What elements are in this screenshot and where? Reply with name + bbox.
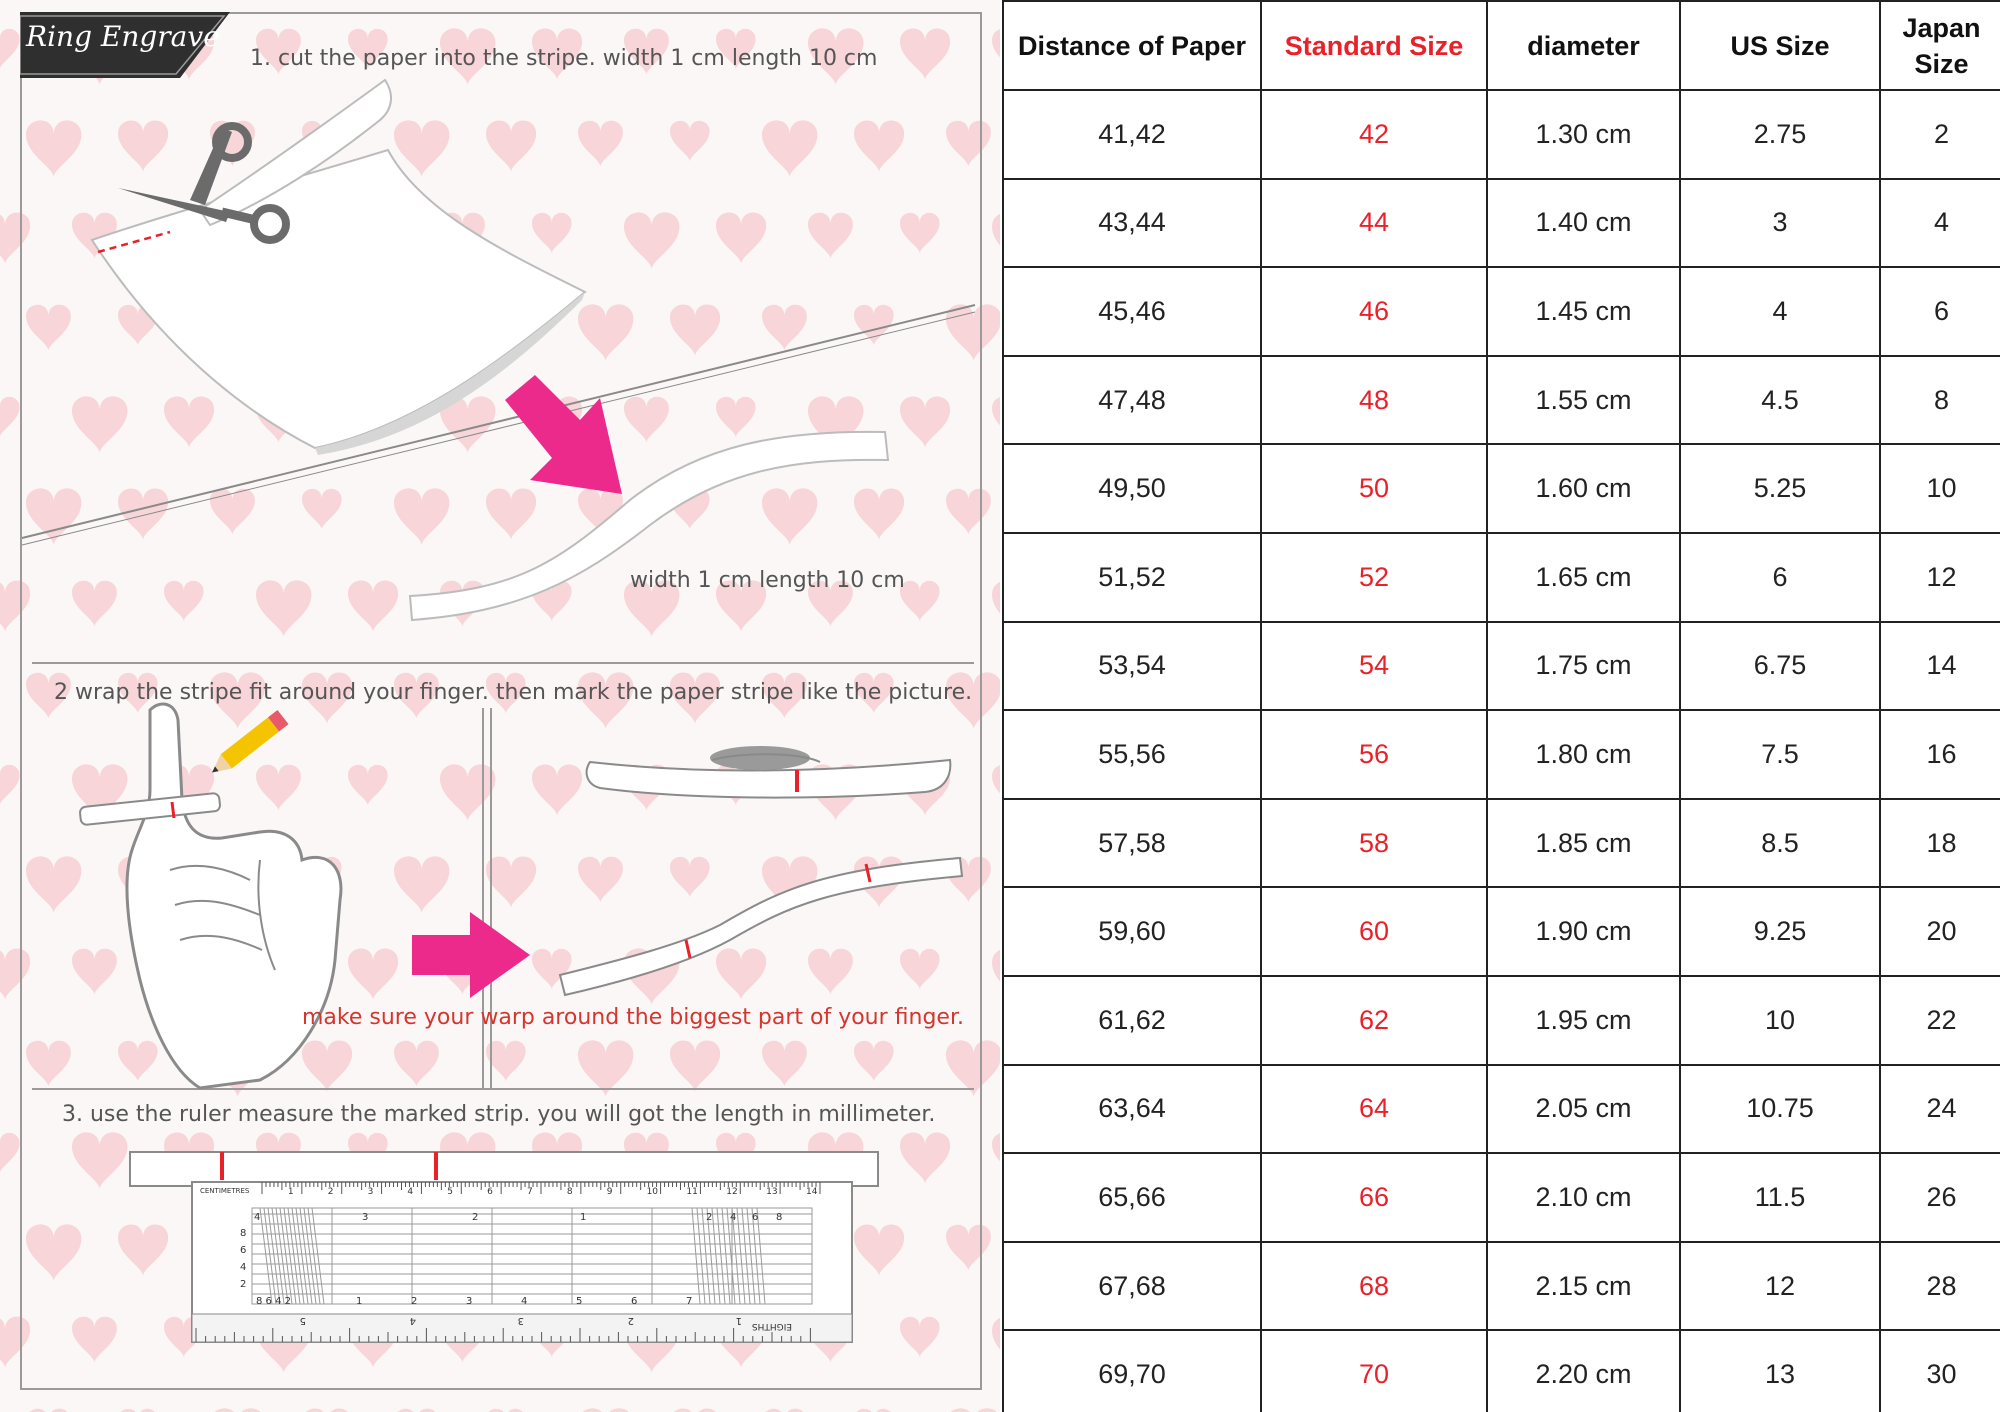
cell-distance: 55,56 <box>1003 710 1261 799</box>
ruler-grid-label: 6 <box>240 1245 247 1256</box>
cell-us: 3 <box>1680 179 1880 268</box>
cell-japan: 28 <box>1880 1242 2000 1331</box>
ruler-grid-label: 6 <box>631 1296 638 1307</box>
header-diameter: diameter <box>1487 1 1680 90</box>
cell-distance: 59,60 <box>1003 887 1261 976</box>
cell-standard: 52 <box>1261 533 1487 622</box>
cell-us: 4 <box>1680 267 1880 356</box>
cell-japan: 10 <box>1880 444 2000 533</box>
ruler-tick-label: 13 <box>766 1187 778 1197</box>
ruler-grid-label: 3 <box>362 1212 369 1223</box>
cell-standard: 42 <box>1261 90 1487 179</box>
cell-us: 8.5 <box>1680 799 1880 888</box>
cell-diameter: 1.45 cm <box>1487 267 1680 356</box>
ruler-inch-label: 2 <box>627 1315 634 1326</box>
cell-us: 6.75 <box>1680 622 1880 711</box>
cell-standard: 58 <box>1261 799 1487 888</box>
cell-standard: 64 <box>1261 1065 1487 1154</box>
ruler-grid-label: 2 <box>472 1212 479 1223</box>
ruler-tick-label: 9 <box>606 1187 613 1197</box>
table-row <box>1003 179 2000 268</box>
cell-distance: 61,62 <box>1003 976 1261 1065</box>
ruler-grid-label: 1 <box>580 1212 587 1223</box>
table-row <box>1003 1330 2000 1412</box>
cell-standard: 46 <box>1261 267 1487 356</box>
cell-standard: 54 <box>1261 622 1487 711</box>
cell-diameter: 1.65 cm <box>1487 533 1680 622</box>
ruler-grid-label: 4 <box>521 1296 528 1307</box>
header-japan-size <box>1880 1 2000 90</box>
ruler-grid-label: 3 <box>466 1296 473 1307</box>
table-row <box>1003 799 2000 888</box>
measured-strip <box>130 1152 878 1186</box>
ruler-inch-label: 1 <box>735 1315 742 1326</box>
cell-us: 5.25 <box>1680 444 1880 533</box>
header-japan-line2: Size <box>1914 48 1969 79</box>
cell-us: 9.25 <box>1680 887 1880 976</box>
table-row <box>1003 533 2000 622</box>
cell-diameter: 1.60 cm <box>1487 444 1680 533</box>
cell-distance: 53,54 <box>1003 622 1261 711</box>
header-us-size: US Size <box>1680 1 1880 90</box>
cell-standard: 66 <box>1261 1153 1487 1242</box>
cell-us: 13 <box>1680 1330 1880 1412</box>
ruler-eighths-label: EIGHTHS <box>751 1321 792 1331</box>
table-row <box>1003 1242 2000 1331</box>
cell-distance: 67,68 <box>1003 1242 1261 1331</box>
cell-japan: 18 <box>1880 799 2000 888</box>
cell-standard: 68 <box>1261 1242 1487 1331</box>
table-row <box>1003 1153 2000 1242</box>
table-row <box>1003 267 2000 356</box>
cell-diameter: 1.30 cm <box>1487 90 1680 179</box>
size-chart <box>1002 0 2000 1412</box>
ruler-tick-label: 2 <box>327 1187 334 1197</box>
cell-diameter: 2.10 cm <box>1487 1153 1680 1242</box>
cell-japan: 20 <box>1880 887 2000 976</box>
cell-us: 2.75 <box>1680 90 1880 179</box>
cell-standard: 70 <box>1261 1330 1487 1412</box>
ruler-grid-label: 8 6 4 2 <box>256 1296 291 1307</box>
step2-warning: make sure your warp around the biggest part of your finger. <box>302 1005 964 1030</box>
header-standard-size: Standard Size <box>1261 1 1487 90</box>
ruler-inch-label: 5 <box>299 1315 306 1326</box>
ruler-tick-label: 4 <box>407 1187 414 1197</box>
cell-standard: 56 <box>1261 710 1487 799</box>
ring-size-table <box>1002 0 2000 1412</box>
ruler-grid-label: 4 <box>254 1212 261 1223</box>
cell-diameter: 1.40 cm <box>1487 179 1680 268</box>
ruler-inch-label: 4 <box>409 1315 416 1326</box>
header-distance: Distance of Paper <box>1003 1 1261 90</box>
cell-japan: 26 <box>1880 1153 2000 1242</box>
cell-distance: 45,46 <box>1003 267 1261 356</box>
cell-distance: 41,42 <box>1003 90 1261 179</box>
cell-diameter: 1.90 cm <box>1487 887 1680 976</box>
cell-distance: 63,64 <box>1003 1065 1261 1154</box>
cell-diameter: 1.80 cm <box>1487 710 1680 799</box>
cell-japan: 8 <box>1880 356 2000 445</box>
ruler-grid-label: 2 <box>411 1296 418 1307</box>
cell-distance: 51,52 <box>1003 533 1261 622</box>
ruler-cm-label: CENTIMETRES <box>200 1187 250 1195</box>
ruler-grid-label: 5 <box>576 1296 583 1307</box>
cell-diameter: 2.15 cm <box>1487 1242 1680 1331</box>
cell-us: 4.5 <box>1680 356 1880 445</box>
table-row <box>1003 90 2000 179</box>
cell-japan: 30 <box>1880 1330 2000 1412</box>
table-row <box>1003 356 2000 445</box>
cell-distance: 65,66 <box>1003 1153 1261 1242</box>
step3-instruction: 3. use the ruler measure the marked strip. you will got the length in millimeter. <box>62 1102 936 1127</box>
ruler-tick-label: 3 <box>367 1187 374 1197</box>
cell-diameter: 2.20 cm <box>1487 1330 1680 1412</box>
cell-standard: 50 <box>1261 444 1487 533</box>
ruler-tick-label: 5 <box>447 1187 454 1197</box>
ruler-tick-label: 8 <box>566 1187 573 1197</box>
cell-distance: 47,48 <box>1003 356 1261 445</box>
table-row <box>1003 444 2000 533</box>
ruler-grid-label: 2 <box>706 1212 713 1223</box>
cell-distance: 43,44 <box>1003 179 1261 268</box>
cell-japan: 24 <box>1880 1065 2000 1154</box>
ruler-grid-label: 4 <box>730 1212 737 1223</box>
ruler-tick-label: 7 <box>527 1187 533 1197</box>
step1-instruction: 1. cut the paper into the stripe. width 1 cm length 10 cm <box>250 46 878 71</box>
ruler-tick-label: 14 <box>806 1187 818 1197</box>
ruler-tick-label: 10 <box>646 1187 659 1197</box>
cell-distance: 49,50 <box>1003 444 1261 533</box>
cell-standard: 48 <box>1261 356 1487 445</box>
ruler-tick-label: 1 <box>287 1187 294 1197</box>
cell-japan: 4 <box>1880 179 2000 268</box>
table-row <box>1003 1065 2000 1154</box>
cell-distance: 69,70 <box>1003 1330 1261 1412</box>
cell-japan: 6 <box>1880 267 2000 356</box>
cell-standard: 44 <box>1261 179 1487 268</box>
step2-instruction: 2 wrap the stripe fit around your finger. then mark the paper stripe like the picture. <box>54 680 973 705</box>
ruler-grid-label: 8 <box>776 1212 783 1223</box>
cell-us: 7.5 <box>1680 710 1880 799</box>
table-row <box>1003 887 2000 976</box>
cell-us: 10.75 <box>1680 1065 1880 1154</box>
logo-text: Ring Engrave <box>26 20 220 53</box>
ruler-grid-label: 8 <box>240 1228 247 1239</box>
cell-diameter: 2.05 cm <box>1487 1065 1680 1154</box>
ruler-inch-label: 3 <box>517 1315 524 1326</box>
cell-japan: 22 <box>1880 976 2000 1065</box>
header-japan-line1: Japan <box>1902 12 1981 43</box>
ruler-tick-label: 6 <box>487 1187 493 1197</box>
cell-us: 12 <box>1680 1242 1880 1331</box>
ruler-grid-label: 7 <box>686 1296 693 1307</box>
ruler-tick-label: 11 <box>686 1187 698 1197</box>
strip-size-label: width 1 cm length 10 cm <box>630 568 905 593</box>
ruler-grid-label: 4 <box>240 1262 247 1273</box>
cell-japan: 16 <box>1880 710 2000 799</box>
table-row <box>1003 976 2000 1065</box>
ruler-grid-label: 2 <box>240 1279 247 1290</box>
cell-diameter: 1.85 cm <box>1487 799 1680 888</box>
cell-standard: 62 <box>1261 976 1487 1065</box>
cell-japan: 2 <box>1880 90 2000 179</box>
cell-diameter: 1.75 cm <box>1487 622 1680 711</box>
cell-diameter: 1.55 cm <box>1487 356 1680 445</box>
table-header-row <box>1003 1 2000 90</box>
table-row <box>1003 622 2000 711</box>
cell-japan: 14 <box>1880 622 2000 711</box>
cell-japan: 12 <box>1880 533 2000 622</box>
cell-diameter: 1.95 cm <box>1487 976 1680 1065</box>
cell-distance: 57,58 <box>1003 799 1261 888</box>
ruler-grid-label: 1 <box>356 1296 363 1307</box>
table-row <box>1003 710 2000 799</box>
cell-us: 6 <box>1680 533 1880 622</box>
cell-us: 11.5 <box>1680 1153 1880 1242</box>
ruler-grid-label: 6 <box>752 1212 759 1223</box>
ruler-tick-label: 12 <box>726 1187 738 1197</box>
cell-standard: 60 <box>1261 887 1487 976</box>
cell-us: 10 <box>1680 976 1880 1065</box>
